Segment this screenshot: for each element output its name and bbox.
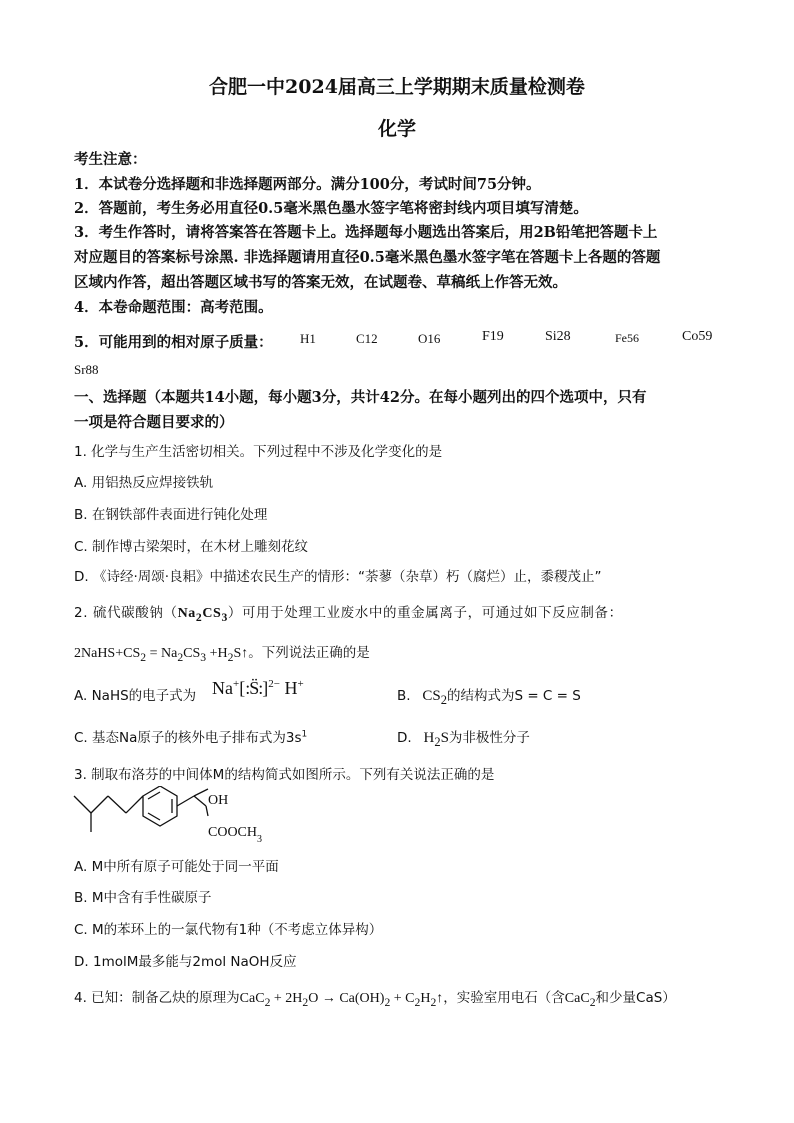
atom-mass-sr: Sr88 xyxy=(74,362,99,377)
q2-cs: CS xyxy=(202,606,222,621)
note-4: 4．本卷命题范围：高考范围。 xyxy=(74,299,273,316)
q3-option-c: C. M的苯环上的一氯代物有1种（不考虑立体异构） xyxy=(74,922,383,938)
notes-heading: 考生注意： xyxy=(74,151,147,168)
page-title: 合肥一中2024届高三上学期期末质量检测卷 xyxy=(209,76,585,98)
q2-reaction-equation: $2NaHS+CS_2 = Na_2CS_3$ $+H_2S↑$ xyxy=(74,646,249,664)
q1-option-b: B. 在钢铁部件表面进行钝化处理 xyxy=(74,507,268,523)
q2-sub2: 3 xyxy=(221,610,228,624)
q2-na: Na xyxy=(177,606,196,621)
q2-option-d-text: 为非极性分子 xyxy=(448,730,530,746)
q3-stem: 3. 制取布洛芬的中间体M的结构简式如图所示。下列有关说法正确的是 xyxy=(74,767,495,783)
q3-option-a: A. M中所有原子可能处于同一平面 xyxy=(74,859,279,875)
q2-reaction-line xyxy=(74,641,370,664)
q1-option-a: A. 用铝热反应焊接铁轨 xyxy=(74,475,214,491)
q2-option-b-text: 的结构式为S = C = S xyxy=(446,688,581,704)
q2-stem-formula xyxy=(177,606,228,624)
q4-stem-pre: 4. 已知：制备乙炔的原理为 xyxy=(74,990,240,1006)
cs2-formula: $CS_2$ xyxy=(414,688,447,707)
note-3-line-3: 区域内作答，超出答题区域书写的答案无效，在试题卷、草稿纸上作答无效。 xyxy=(74,274,567,291)
q4-stem xyxy=(74,986,676,1009)
q2-stem-post: ）可用于处理工业废水中的重金属离子，可通过如下反应制备： xyxy=(227,605,623,621)
ester-sub: 3 xyxy=(257,834,263,845)
atom-mass-c: C12 xyxy=(356,331,378,346)
q2-sub1: 2 xyxy=(195,610,203,624)
q2-option-d-label: D. xyxy=(397,730,412,746)
q2-option-c-text: C. 基态Na原子的核外电子排布式为3s xyxy=(74,730,302,746)
q4-cac2: CaC$_2$ xyxy=(564,991,596,1009)
ibuprofen-intermediate-structure xyxy=(66,786,296,850)
q2-option-c xyxy=(74,726,307,746)
hydroxyl-label: OH xyxy=(208,793,229,808)
q2-stem-pre: 2. 硫代碳酸钠（ xyxy=(74,605,178,621)
q2-stem xyxy=(74,601,623,624)
q2-option-d xyxy=(397,726,530,750)
h2s-formula: $H_2S$ xyxy=(415,730,449,749)
note-2: 2．答题前，考生务必用直径0.5毫米黑色墨水签字笔将密封线内项目填写清楚。 xyxy=(74,200,588,217)
section-heading-line-1: 一、选择题（本题共14小题，每小题3分，共计42分。在每小题列出的四个选项中，只有 xyxy=(74,389,647,406)
note-1: 1．本试卷分选择题和非选择题两部分。满分100分，考试时间75分钟。 xyxy=(74,176,541,193)
q2-reaction-tail: 。下列说法正确的是 xyxy=(248,645,370,661)
ester-text: COOCH xyxy=(208,825,258,840)
page-subtitle: 化学 xyxy=(377,118,416,140)
atom-mass-h: H1 xyxy=(300,331,316,346)
q4-reaction-equation: $CaC_2 + 2H_2O \to Ca(OH)_2$ + $C_2H_2↑$ xyxy=(239,991,444,1009)
q3-option-b: B. M中含有手性碳原子 xyxy=(74,890,212,906)
atom-mass-si: Si28 xyxy=(545,329,571,344)
note-5: 5．可能用到的相对原子质量： xyxy=(74,334,273,351)
q2-option-a xyxy=(74,684,196,704)
q2-option-a-text: A. NaHS的电子式为 xyxy=(74,688,197,704)
note-3-line-1: 3．考生作答时，请将答案答在答题卡上。选择题每小题选出答案后，用2B铅笔把答题卡上 xyxy=(74,224,658,241)
q3-option-d: D. 1molM最多能与2mol NaOH反应 xyxy=(74,954,297,970)
note-3-line-2: 对应题目的答案标号涂黑. 非选择题请用直径0.5毫米黑色墨水签字笔在答题卡上各题的答题 xyxy=(74,249,661,266)
atom-mass-o: O16 xyxy=(418,331,441,346)
q2-option-b-label: B. xyxy=(397,688,411,704)
atom-mass-f: F19 xyxy=(482,329,504,344)
nahs-lewis-structure: Na+[:S̈:]$^{2-}$ H+ xyxy=(212,678,304,698)
atom-mass-co: Co59 xyxy=(682,329,713,344)
ester-label xyxy=(208,825,262,845)
q4-stem-mid: ，实验室用电石（含 xyxy=(443,990,565,1006)
q1-stem: 1. 化学与生产生活密切相关。下列过程中不涉及化学变化的是 xyxy=(74,444,443,460)
atom-mass-fe: Fe56 xyxy=(615,331,639,345)
q4-stem-end: 和少量CaS） xyxy=(595,990,676,1006)
q1-option-c: C. 制作博古梁架时，在木材上雕刻花纹 xyxy=(74,539,309,555)
q1-option-d: D. 《诗经·周颂·良耜》中描述农民生产的情形：“荼蓼（杂草）朽（腐烂）止，黍稷茂止” xyxy=(74,569,602,585)
q2-option-b xyxy=(397,684,581,708)
section-heading-line-2: 一项是符合题目要求的） xyxy=(74,414,234,431)
q2-option-c-sup: 1 xyxy=(301,729,308,740)
